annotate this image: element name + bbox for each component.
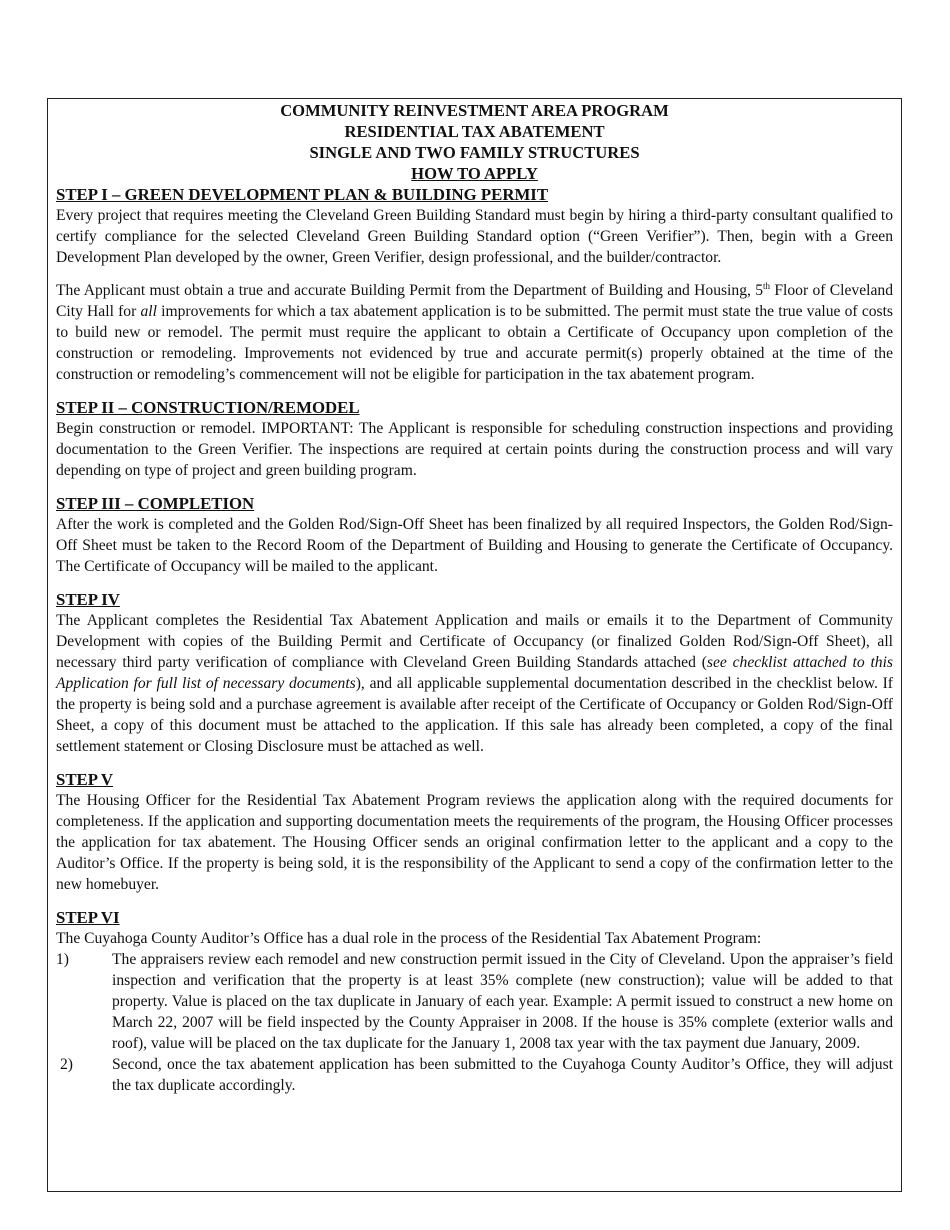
document-frame [47, 98, 902, 1192]
step-6-section [56, 907, 893, 1096]
list-item-number: 2) [60, 1056, 73, 1073]
step-4-section [56, 589, 893, 757]
title-how-to-apply: HOW TO APPLY [411, 164, 538, 183]
step-6-heading: STEP VI [56, 908, 120, 927]
list-item-text: Second, once the tax abatement application has been submitted to the Cuyahoga County Auditor’s Office, they will adjust the tax duplicate accordingly. [112, 1056, 893, 1094]
title-structures: SINGLE AND TWO FAMILY STRUCTURES [309, 143, 640, 162]
step-4-heading: STEP IV [56, 590, 120, 609]
step-2-paragraph: Begin construction or remodel. IMPORTANT: The Applicant is responsible for scheduling construction inspections and providing documentation to the Green Verifier. The inspections are required at certain points during the construction process and will vary depending on type of project and green building program. [56, 420, 893, 479]
checklist-note: see checklist attached to this Application for full list of necessary documents [56, 654, 893, 692]
title-block [56, 100, 893, 184]
step-3-section [56, 493, 893, 577]
list-item-number: 1) [56, 951, 69, 968]
step-5-paragraph: The Housing Officer for the Residential Tax Abatement Program reviews the application along with the required documents for completeness. If the application and supporting documentation meets the requirements of the program, the Housing Officer processes the application for tax abatement. The Housing Officer sends an original confirmation letter to the applicant and a copy to the Auditor’s Office. If the property is being sold, it is the responsibility of the Applicant to send a copy of the confirmation letter to the new homebuyer. [56, 792, 893, 893]
step-3-heading: STEP III – COMPLETION [56, 494, 255, 513]
step-1-paragraph-2: The Applicant must obtain a true and accurate Building Permit from the Department of Building and Housing, 5th Floor of Cleveland City Hall for all improvements for which a tax abatement application is to be submitted. The permit must state the true value of costs to build new or remodel. The permit must require the applicant to obtain a Certificate of Occupancy upon completion of the construction or remodeling. Improvements not evidenced by true and accurate permit(s) properly obtained at the time of the construction or remodeling’s commencement will not be eligible for participation in the tax abatement program. [56, 281, 894, 383]
step-1-section [56, 184, 893, 385]
emphasis-all: all [140, 303, 157, 320]
title-program: COMMUNITY REINVESTMENT AREA PROGRAM [280, 101, 669, 120]
step-1-heading: STEP I – GREEN DEVELOPMENT PLAN & BUILDING PERMIT [56, 185, 549, 204]
step-2-section [56, 397, 893, 481]
title-abatement: RESIDENTIAL TAX ABATEMENT [344, 122, 605, 141]
step-1-paragraph-1: Every project that requires meeting the Cleveland Green Building Standard must begin by hiring a third-party consultant qualified to certify compliance for the selected Cleveland Green Building Standard option (“Green Verifier”). Then, begin with a Green Development Plan developed by the owner, Green Verifier, design professional, and the builder/contractor. [56, 207, 893, 266]
step-5-heading: STEP V [56, 770, 114, 789]
step-6-list [56, 949, 893, 1096]
step-3-paragraph: After the work is completed and the Golden Rod/Sign-Off Sheet has been finalized by all required Inspectors, the Golden Rod/Sign-Off Sheet must be taken to the Record Room of the Department of Building and Housing to generate the Certificate of Occupancy. The Certificate of Occupancy will be mailed to the applicant. [56, 516, 893, 575]
step-6-intro: The Cuyahoga County Auditor’s Office has a dual role in the process of the Residential Tax Abatement Program: [56, 930, 762, 947]
superscript-th: th [763, 281, 771, 291]
list-item [56, 949, 893, 1054]
list-item-text: The appraisers review each remodel and new construction permit issued in the City of Cleveland. Upon the appraiser’s field inspection and verification that the property is at least 35% complete (new construction); value will be added to that property. Value is placed on the tax duplicate in January of each year. Example: A permit issued to construct a new home on March 22, 2007 will be field inspected by the County Appraiser in 2008. If the house is 35% complete (exterior walls and roof), value will be placed on the tax duplicate for the January 1, 2008 tax year with the tax payment due January, 2009. [112, 951, 893, 1052]
step-2-heading: STEP II – CONSTRUCTION/REMODEL [56, 398, 360, 417]
step-4-paragraph: The Applicant completes the Residential Tax Abatement Application and mails or emails it to the Department of Community Development with copies of the Building Permit and Certificate of Occupancy (or finalized Golden Rod/Sign-Off Sheet), all necessary third party verification of compliance with Cleveland Green Building Standards attached (see checklist attached to this Application for full list of necessary documents), and all applicable supplemental documentation described in the checklist below. If the property is being sold and a purchase agreement is available after receipt of the Certificate of Occupancy or Golden Rod/Sign-Off Sheet, a copy of this document must be attached to the application. If this sale has already been completed, a copy of the final settlement statement or Closing Disclosure must be attached as well. [56, 612, 893, 755]
step-5-section [56, 769, 893, 895]
list-item [56, 1054, 893, 1096]
